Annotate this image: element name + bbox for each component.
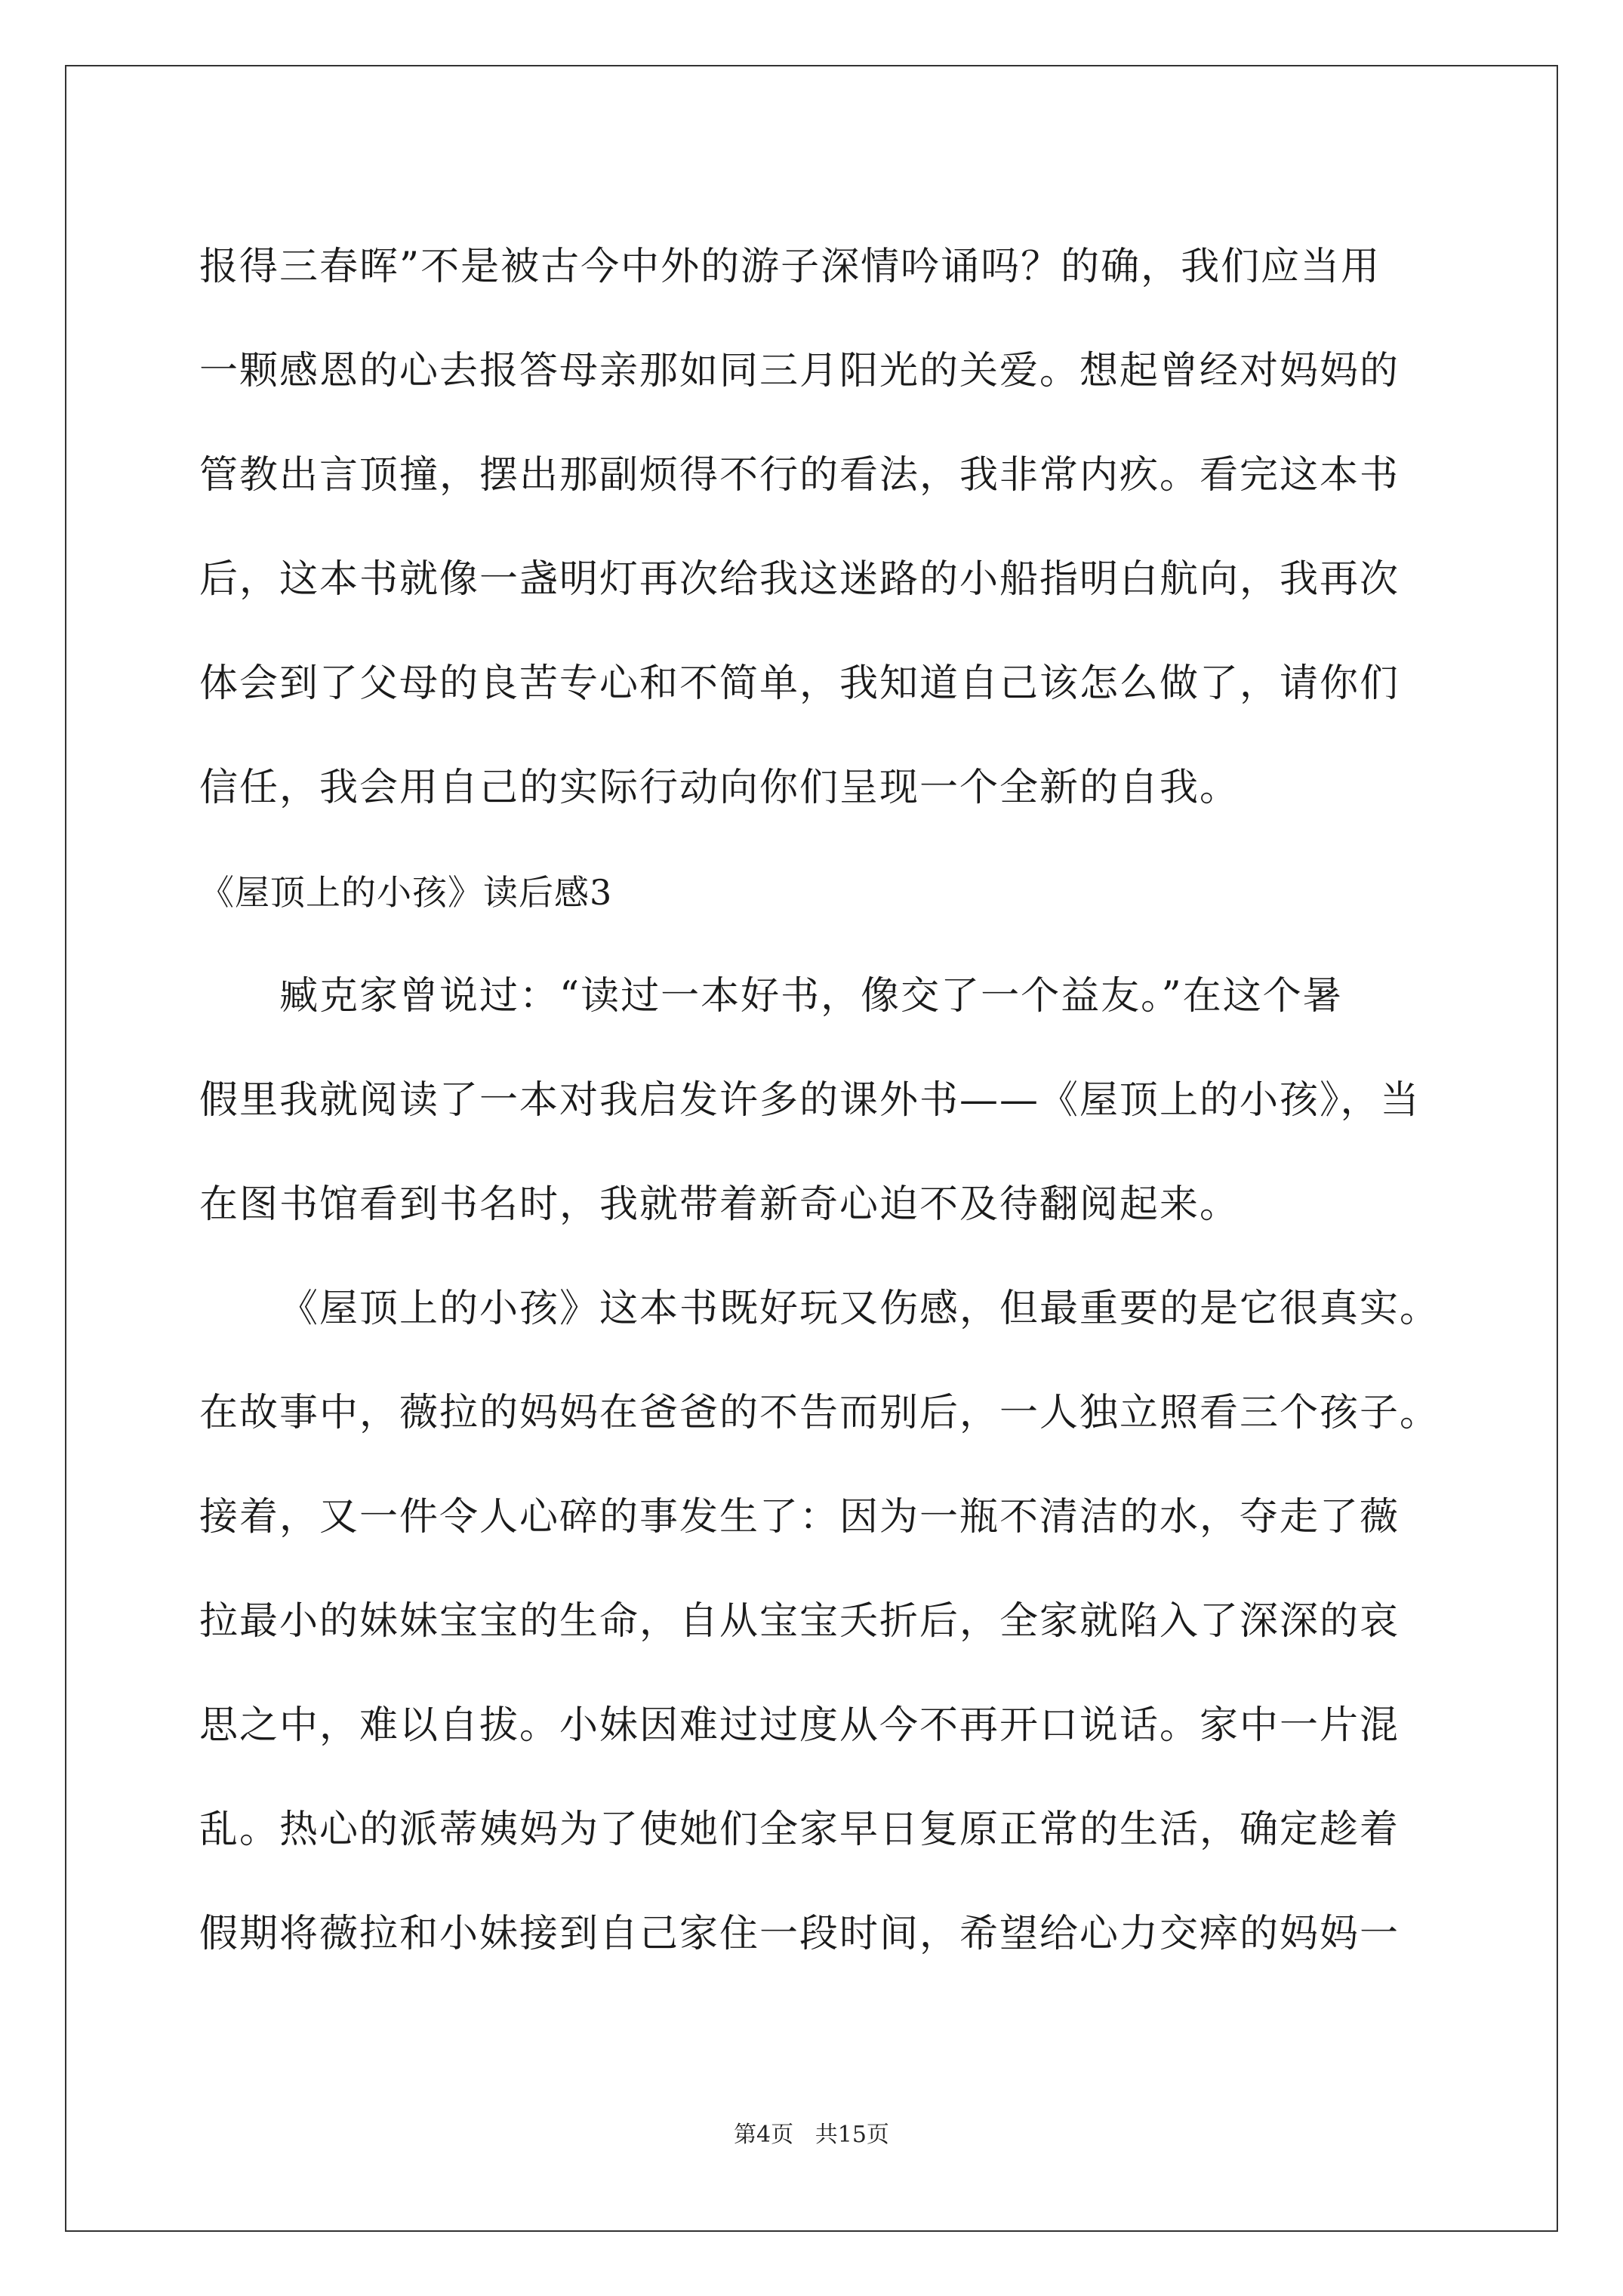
- paragraph-line: 在图书馆看到书名时，我就带着新奇心迫不及待翻阅起来。: [199, 1182, 1240, 1227]
- paragraph-line: 接着，又一件令人心碎的事发生了：因为一瓶不清洁的水，夺走了薇: [199, 1495, 1400, 1539]
- paragraph-line: 在故事中，薇拉的妈妈在爸爸的不告而别后，一人独立照看三个孩子。: [199, 1391, 1440, 1435]
- paragraph-line: 管教出言顶撞，摆出那副烦得不行的看法，我非常内疚。看完这本书: [199, 453, 1400, 498]
- document-body: [199, 215, 1440, 1986]
- paragraph-line: 拉最小的妹妹宝宝的生命，自从宝宝夭折后，全家就陷入了深深的哀: [199, 1599, 1400, 1644]
- section-heading: 《屋顶上的小孩》读后感3: [199, 872, 613, 913]
- paragraph-line: 后，这本书就像一盏明灯再次给我这迷路的小船指明白航向，我再次: [199, 557, 1400, 602]
- paragraph-line: 体会到了父母的良苦专心和不简单，我知道自己该怎么做了，请你们: [199, 661, 1400, 706]
- paragraph-line: 臧克家曾说过：“读过一本好书，像交了一个益友。”在这个暑: [279, 974, 1343, 1019]
- paragraph-line: 信任，我会用自己的实际行动向你们呈现一个全新的自我。: [199, 766, 1240, 810]
- paragraph-line: 《屋顶上的小孩》这本书既好玩又伤感，但最重要的是它很真实。: [279, 1287, 1440, 1331]
- paragraph-line: 假期将薇拉和小妹接到自己家住一段时间，希望给心力交瘁的妈妈一: [199, 1912, 1400, 1956]
- paragraph-line: 乱。热心的派蒂姨妈为了使她们全家早日复原正常的生活，确定趁着: [199, 1808, 1400, 1852]
- paragraph-line: 报得三春晖”不是被古今中外的游子深情吟诵吗？的确，我们应当用: [199, 245, 1381, 289]
- paragraph-line: 假里我就阅读了一本对我启发许多的课外书——《屋顶上的小孩》，当: [199, 1078, 1421, 1123]
- paragraph-line: 思之中，难以自拔。小妹因难过过度从今不再开口说话。家中一片混: [199, 1703, 1400, 1748]
- paragraph-line: 一颗感恩的心去报答母亲那如同三月阳光的关爱。想起曾经对妈妈的: [199, 349, 1400, 393]
- page-number: 第4页 共15页: [734, 2122, 889, 2148]
